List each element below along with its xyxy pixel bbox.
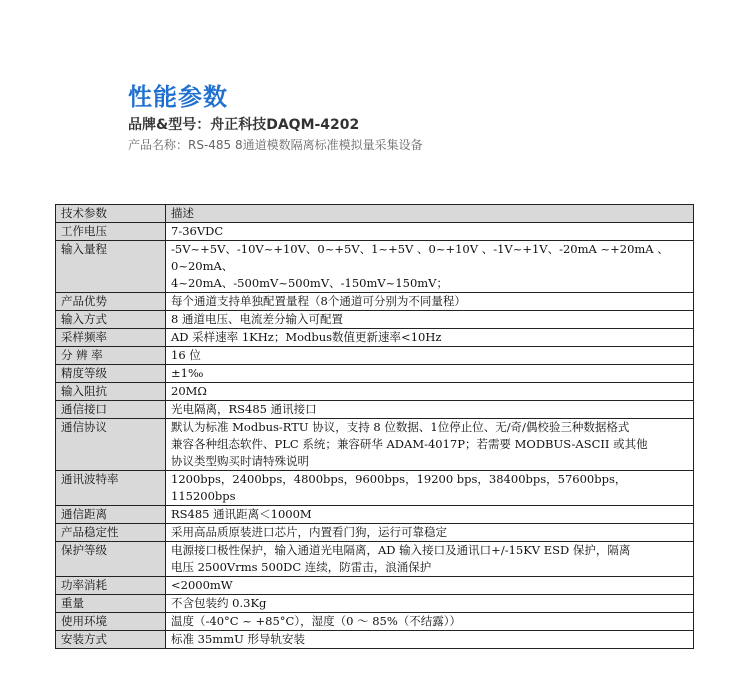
row-desc: 电源接口极性保护，输入通道光电隔离，AD 输入接口及通讯口+/-15KV ESD 保护，隔离 电压 2500Vrms 500DC 连续，防雷击，浪涌保护 <box>166 542 694 577</box>
table-row <box>56 365 694 383</box>
table-row <box>56 471 694 506</box>
row-desc: ±1‰ <box>166 365 694 383</box>
row-label: 功率消耗 <box>56 577 166 595</box>
table-row <box>56 613 694 631</box>
header <box>128 82 423 153</box>
row-desc: 不含包装约 0.3Kg <box>166 595 694 613</box>
table-row <box>56 329 694 347</box>
spec-table <box>55 204 694 649</box>
table-row <box>56 506 694 524</box>
brand-model: 品牌&型号：舟正科技DAQM-4202 <box>128 117 360 133</box>
product-name: 产品名称：RS-485 8通道模数隔离标准模拟量采集设备 <box>128 138 423 152</box>
row-desc: 每个通道支持单独配置量程（8个通道可分别为不同量程） <box>166 293 694 311</box>
row-label: 通讯波特率 <box>56 471 166 506</box>
row-label: 保护等级 <box>56 542 166 577</box>
row-label: 通信距离 <box>56 506 166 524</box>
table-row <box>56 347 694 365</box>
row-label: 输入量程 <box>56 241 166 293</box>
table-row <box>56 419 694 471</box>
table-row <box>56 383 694 401</box>
row-label: 采样频率 <box>56 329 166 347</box>
column-header-desc: 描述 <box>166 205 694 223</box>
table-row <box>56 577 694 595</box>
row-label: 通信协议 <box>56 419 166 471</box>
row-desc: -5V~+5V、-10V~+10V、0~+5V、1~+5V 、0~+10V 、-1V~+1V、-20mA ~+20mA 、0~20mA、 4~20mA、-500mV~500mV、-150mV~150mV； <box>166 241 694 293</box>
row-label: 通信接口 <box>56 401 166 419</box>
page-title: 性能参数 <box>128 83 228 111</box>
row-label: 安装方式 <box>56 631 166 649</box>
row-label: 使用环境 <box>56 613 166 631</box>
table-row <box>56 293 694 311</box>
row-label: 产品稳定性 <box>56 524 166 542</box>
table-header-row <box>56 205 694 223</box>
row-desc: 默认为标准 Modbus-RTU 协议，支持 8 位数据、1位停止位、无/奇/偶校验三种数据格式 兼容各种组态软件、PLC 系统；兼容研华 ADAM-4017P；若需要 MODBUS-ASCII 或其他 协议类型购买时请特殊说明 <box>166 419 694 471</box>
table-row <box>56 401 694 419</box>
row-desc: 采用高品质原装进口芯片，内置看门狗，运行可靠稳定 <box>166 524 694 542</box>
table-row <box>56 311 694 329</box>
row-desc: 温度（-40°C ~ +85°C），湿度（0 ～ 85%（不结露）） <box>166 613 694 631</box>
table-row <box>56 524 694 542</box>
column-header-param: 技术参数 <box>56 205 166 223</box>
row-desc: 光电隔离，RS485 通讯接口 <box>166 401 694 419</box>
row-desc: <2000mW <box>166 577 694 595</box>
table-row <box>56 595 694 613</box>
row-desc: 7-36VDC <box>166 223 694 241</box>
row-label: 输入方式 <box>56 311 166 329</box>
table-row <box>56 631 694 649</box>
row-label: 工作电压 <box>56 223 166 241</box>
row-desc: 标准 35mmU 形导轨安装 <box>166 631 694 649</box>
table-row <box>56 542 694 577</box>
row-desc: 8 通道电压、电流差分输入可配置 <box>166 311 694 329</box>
table-row <box>56 223 694 241</box>
row-desc: 1200bps，2400bps，4800bps，9600bps，19200 bps，38400bps，57600bps，115200bps <box>166 471 694 506</box>
row-label: 精度等级 <box>56 365 166 383</box>
row-desc: 16 位 <box>166 347 694 365</box>
table-row <box>56 241 694 293</box>
row-desc: 20MΩ <box>166 383 694 401</box>
row-label: 产品优势 <box>56 293 166 311</box>
row-label: 重量 <box>56 595 166 613</box>
row-label: 输入阻抗 <box>56 383 166 401</box>
row-desc: RS485 通讯距离＜1000M <box>166 506 694 524</box>
row-desc: AD 采样速率 1KHz；Modbus数值更新速率<10Hz <box>166 329 694 347</box>
row-label: 分 辨 率 <box>56 347 166 365</box>
